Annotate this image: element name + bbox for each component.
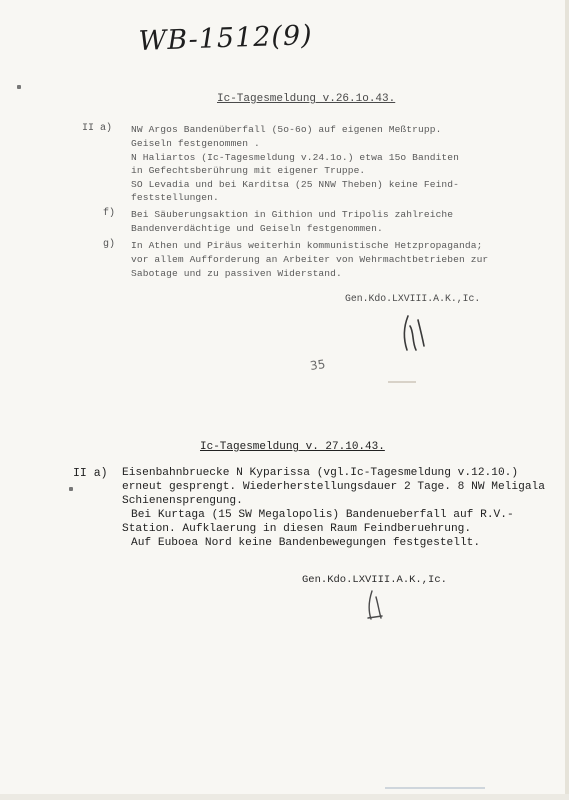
report-line: Sabotage und zu passiven Widerstand. bbox=[131, 268, 342, 279]
report-line: Auf Euboea Nord keine Bandenbewegungen festgestellt. bbox=[131, 537, 481, 549]
report-line: erneut gesprengt. Wiederherstellungsdauer 2 Tage. 8 NW Meligala bbox=[122, 481, 545, 493]
item-label: f) bbox=[103, 208, 116, 219]
faint-mark bbox=[388, 381, 416, 383]
section-label: II a) bbox=[73, 467, 108, 480]
faint-stamp-strip bbox=[385, 787, 485, 789]
punch-hole-mark bbox=[69, 487, 73, 491]
handwritten-paraph bbox=[360, 588, 394, 622]
paper-edge bbox=[565, 0, 569, 800]
punch-hole-mark bbox=[17, 85, 21, 89]
report-line: vor allem Aufforderung an Arbeiter von Wehrmachtbetrieben zur bbox=[131, 254, 489, 265]
report-title: Ic-Tagesmeldung v.26.1o.43. bbox=[217, 93, 396, 105]
report-line: feststellungen. bbox=[131, 192, 219, 203]
report-line: Station. Aufklaerung in diesen Raum Feindberuehrung. bbox=[122, 523, 472, 535]
report-line: Schienensprengung. bbox=[122, 495, 243, 507]
report-line: In Athen und Piräus weiterhin kommunistische Hetzpropaganda; bbox=[131, 240, 483, 251]
handwritten-paraph bbox=[398, 312, 432, 354]
paper-bottom-edge bbox=[0, 794, 569, 800]
report-line: Eisenbahnbruecke N Kyparissa (vgl.Ic-Tagesmeldung v.12.10.) bbox=[122, 467, 519, 479]
report-line: Bandenverdächtige und Geiseln festgenommen. bbox=[131, 223, 383, 234]
report-line: in Gefechtsberührung mit eigener Truppe. bbox=[131, 165, 366, 176]
section-label: II a) bbox=[82, 123, 113, 134]
signature-line: Gen.Kdo.LXVIII.A.K.,Ic. bbox=[345, 293, 481, 304]
item-label: g) bbox=[103, 239, 116, 250]
report-line: Bei Kurtaga (15 SW Megalopolis) Bandenueberfall auf R.V.- bbox=[131, 509, 514, 521]
report-line: SO Levadia und bei Karditsa (25 NNW Theben) keine Feind- bbox=[131, 179, 460, 190]
pencil-page-number: 35 bbox=[309, 357, 327, 373]
report-line: NW Argos Bandenüberfall (5o-6o) auf eigenen Meßtrupp. bbox=[131, 124, 442, 135]
report-line: N Haliartos (Ic-Tagesmeldung v.24.1o.) etwa 15o Banditen bbox=[131, 152, 460, 163]
report-line: Bei Säuberungsaktion in Githion und Tripolis zahlreiche bbox=[131, 209, 454, 220]
signature-line: Gen.Kdo.LXVIII.A.K.,Ic. bbox=[302, 574, 447, 586]
report-title: Ic-Tagesmeldung v. 27.10.43. bbox=[200, 441, 385, 453]
archive-reference-handwritten: WB-1512(9) bbox=[138, 19, 314, 57]
report-line: Geiseln festgenommen . bbox=[131, 138, 260, 149]
